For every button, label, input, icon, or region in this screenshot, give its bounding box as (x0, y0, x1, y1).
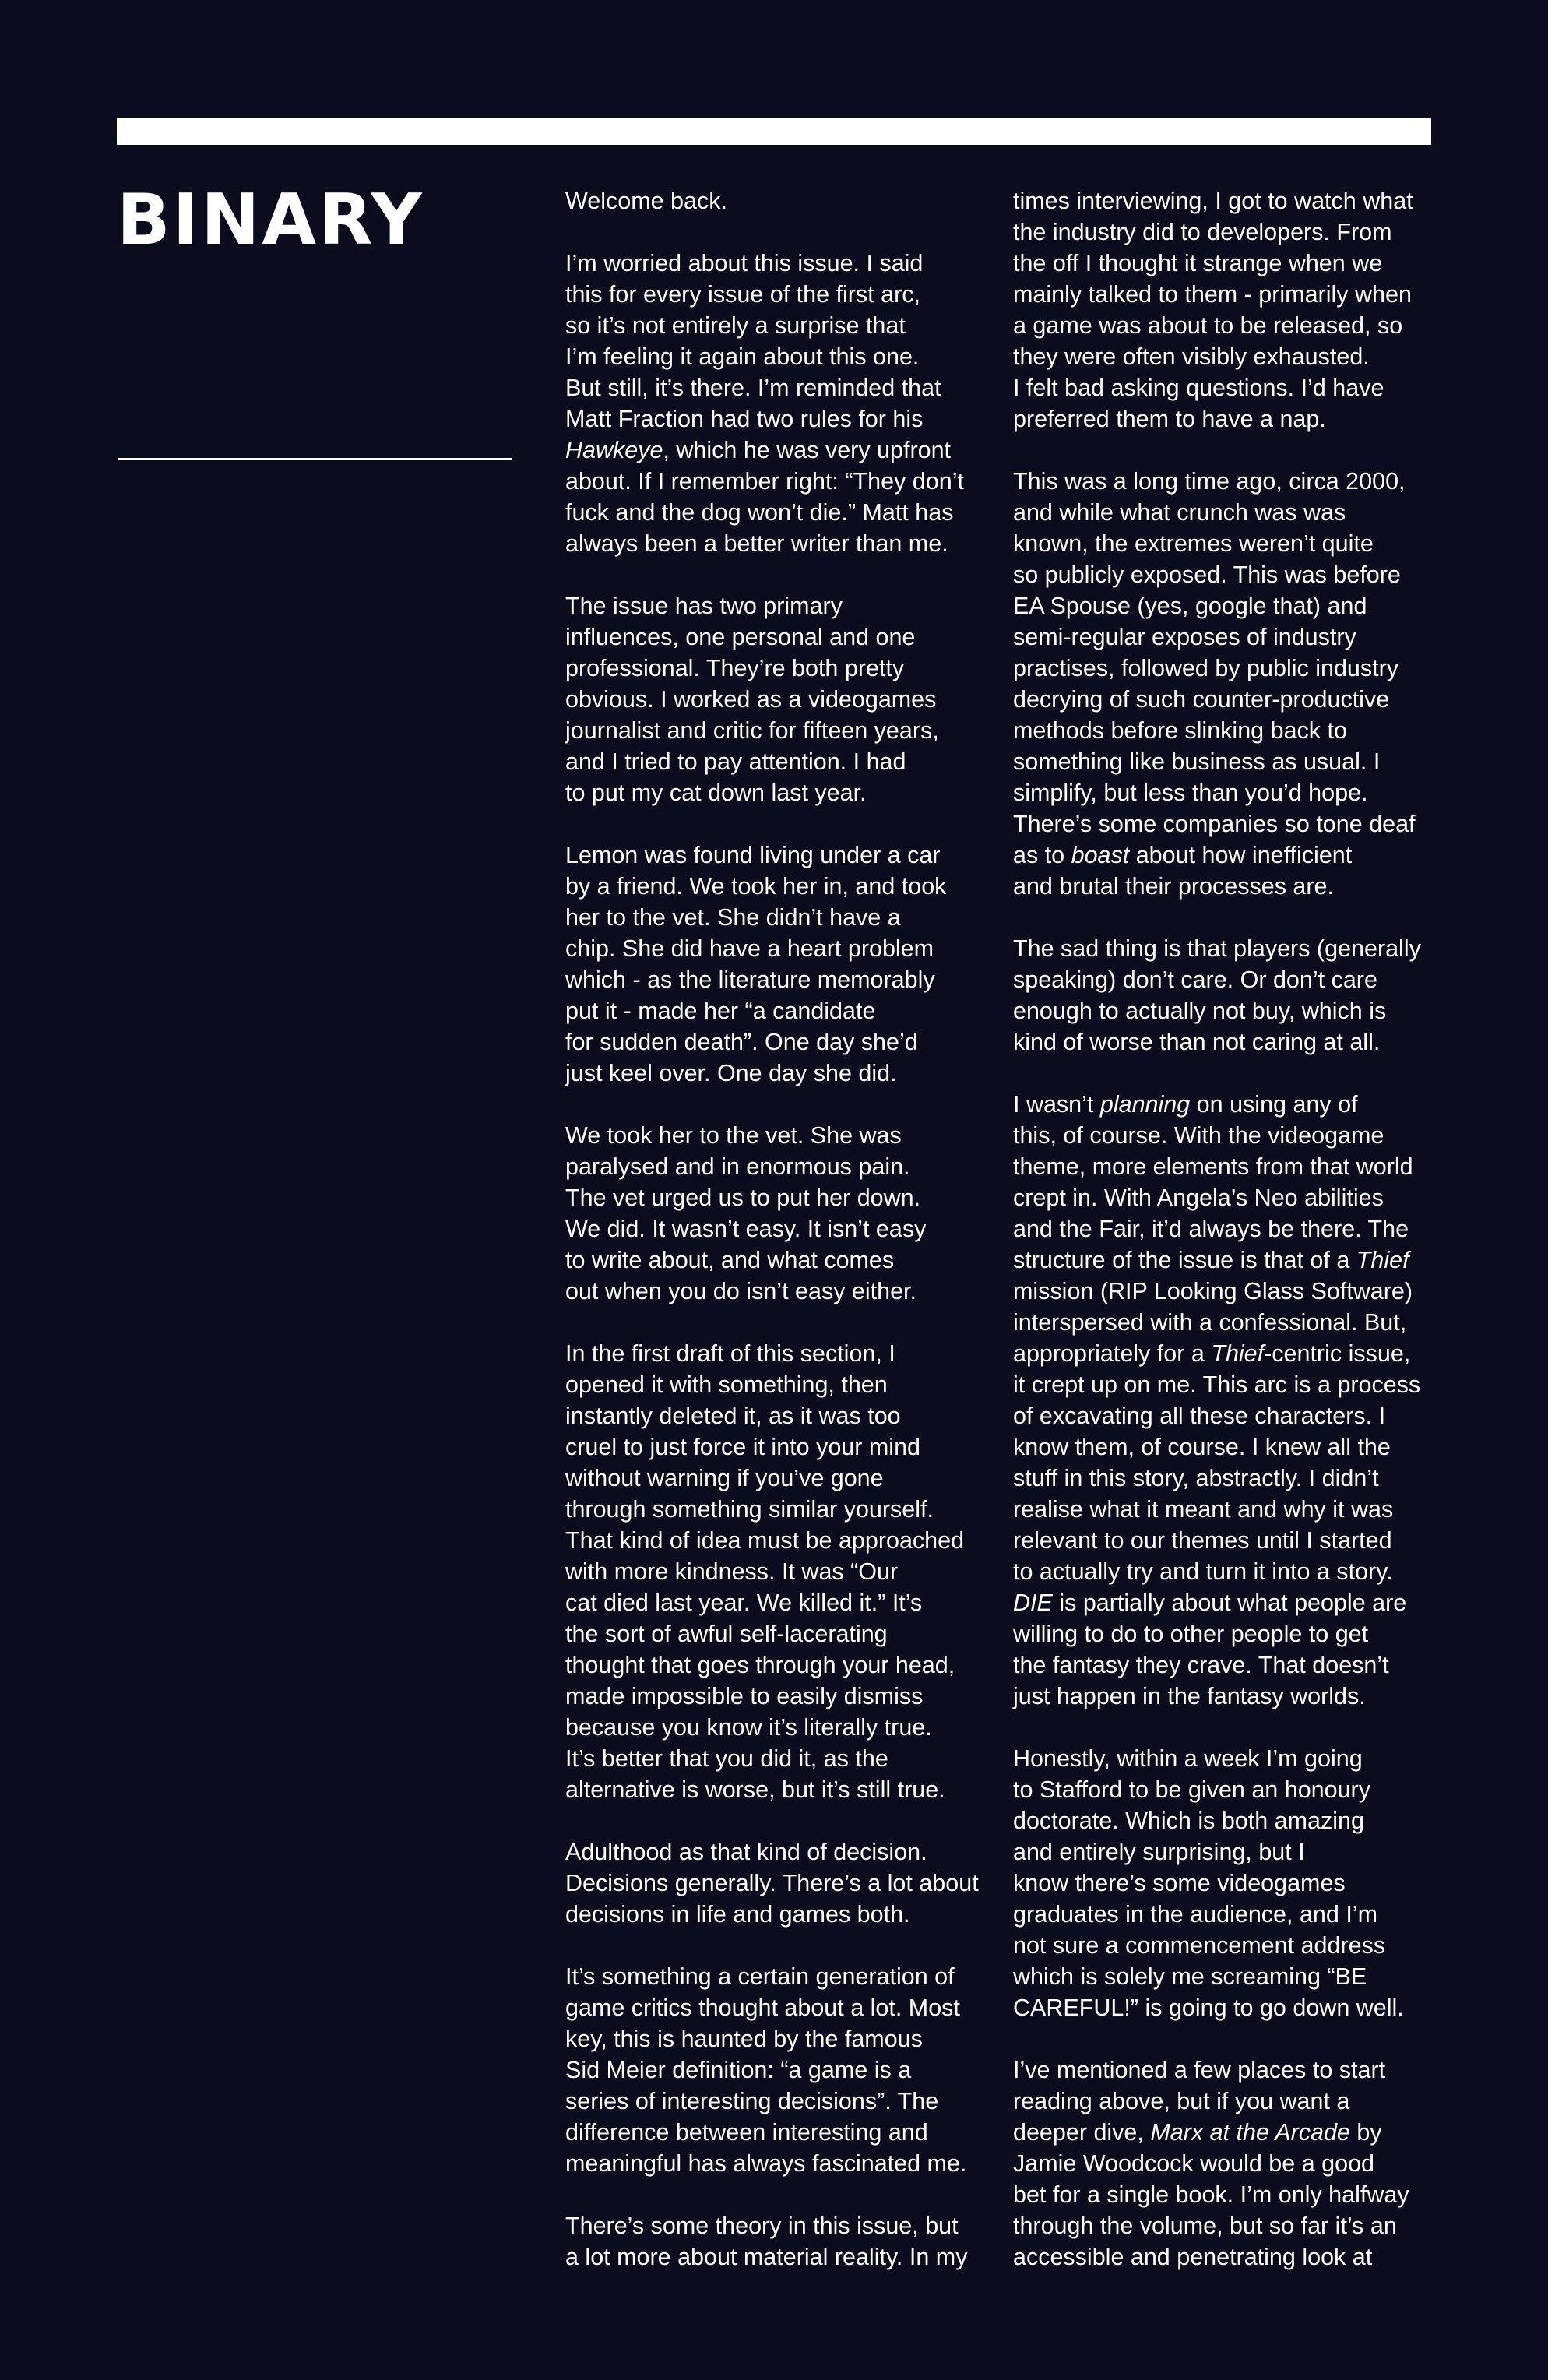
paragraph: It’s something a certain generation of game critics thought about a lot. Most key, this is haunted by the famous Sid Meier definition: “a game is a series of interesting decisions”. The difference between interesting and meaningful has always fascinated me. (565, 1963, 967, 2177)
paragraph: The sad thing is that players (generally speaking) don’t care. Or don’t care enough to actually not buy, which is kind of worse than not caring at all. (1013, 935, 1421, 1055)
paragraph: Lemon was found living under a car by a friend. We took her in, and took her to the vet. She didn’t have a chip. She did have a heart problem which - as the literature memorably put it - made her “a candidate for sudden death”. One day she’d just keel over. One day she did. (565, 842, 947, 1086)
paragraph: In the first draft of this section, I opened it with something, then instantly deleted it, as it was too cruel to just force it into your mind without warning if you’ve gone through something similar yourself. That kind of idea must be approached with more kindness. It was “Our cat died last year. We killed it.” It’s the sort of awful self-lacerating thought that goes through your head, made impossible to easily dismiss because you know it’s literally true. It’s better that you did it, as the alternative is worse, but it’s still true. (565, 1340, 965, 1803)
paragraph: I’m worried about this issue. I said this for every issue of the first arc, so it’s not entirely a surprise that I’m feeling it again about this one. But still, it’s there. I’m reminded that Matt Fraction had two rules for his Hawkeye, which he was very upfront about. If I remember right: “They don’t fuck and the dog won’t die.” Matt has always been a better writer than me. (565, 250, 964, 557)
side-rule (118, 458, 512, 460)
page-title: BINARY (117, 179, 424, 261)
paragraph: This was a long time ago, circa 2000, and while what crunch was was known, the extremes weren’t quite so publicly exposed. This was before EA Spouse (yes, google that) and semi-regular exposes of industry practises, followed by public industry decrying of such counter-productive methods before slinking back to something like business as usual. I simplify, but less than you’d hope. There’s some companies so tone deaf as to boast about how inefficient and brutal their processes are. (1013, 468, 1416, 900)
paragraph: I’ve mentioned a few places to start reading above, but if you want a deeper dive, Marx at the Arcade by Jamie Woodcock would be a good bet for a single book. I’m only halfway through the volume, but so far it’s an accessible and penetrating look at (1013, 2057, 1409, 2270)
paragraph: We took her to the vet. She was paralysed and in enormous pain. The vet urged us to put her down. We did. It wasn’t easy. It isn’t easy to write about, and what comes out when you do isn’t easy either. (565, 1122, 927, 1304)
paragraph: Adulthood as that kind of decision. Decisions generally. There’s a lot about decisions in life and games both. (565, 1839, 979, 1928)
paragraph: times interviewing, I got to watch what the industry did to developers. From the off I thought it strange when we mainly talked to them - primarily when a game was about to be released, so they were often visibly exhausted. I felt bad asking questions. I’d have preferred them to have a nap. (1013, 188, 1413, 432)
paragraph: Welcome back. (565, 188, 727, 214)
text-column-2 (1013, 185, 1445, 2273)
paragraph: Honestly, within a week I’m going to Stafford to be given an honoury doctorate. Which is both amazing and entirely surprising, but I know there’s some videogames graduates in the audience, and I’m not sure a commencement address which is solely me screaming “BE CAREFUL!” is going to go down well. (1013, 1745, 1404, 2021)
top-rule (117, 118, 1431, 145)
paragraph: I wasn’t planning on using any of this, of course. With the videogame theme, more elements from that world crept in. With Angela’s Neo abilities and the Fair, it’d always be there. The structure of the issue is that of a Thief mission (RIP Looking Glass Software) interspersed with a confessional. But, appropriately for a Thief-centric issue, it crept up on me. This arc is a process of excavating all these characters. I know them, of course. I knew all the stuff in this story, abstractly. I didn’t realise what it meant and why it was relevant to our themes until I started to actually try and turn it into a story. DIE is partially about what people are willing to do to other people to get the fantasy they crave. That doesn’t just happen in the fantasy worlds. (1013, 1091, 1421, 1709)
paragraph: The issue has two primary influences, one personal and one professional. They’re both pretty obvious. I worked as a videogames journalist and critic for fifteen years, and I tried to pay attention. I had to put my cat down last year. (565, 593, 939, 806)
paragraph: There’s some theory in this issue, but a lot more about material reality. In my (565, 2213, 968, 2270)
text-column-1 (565, 185, 997, 2273)
